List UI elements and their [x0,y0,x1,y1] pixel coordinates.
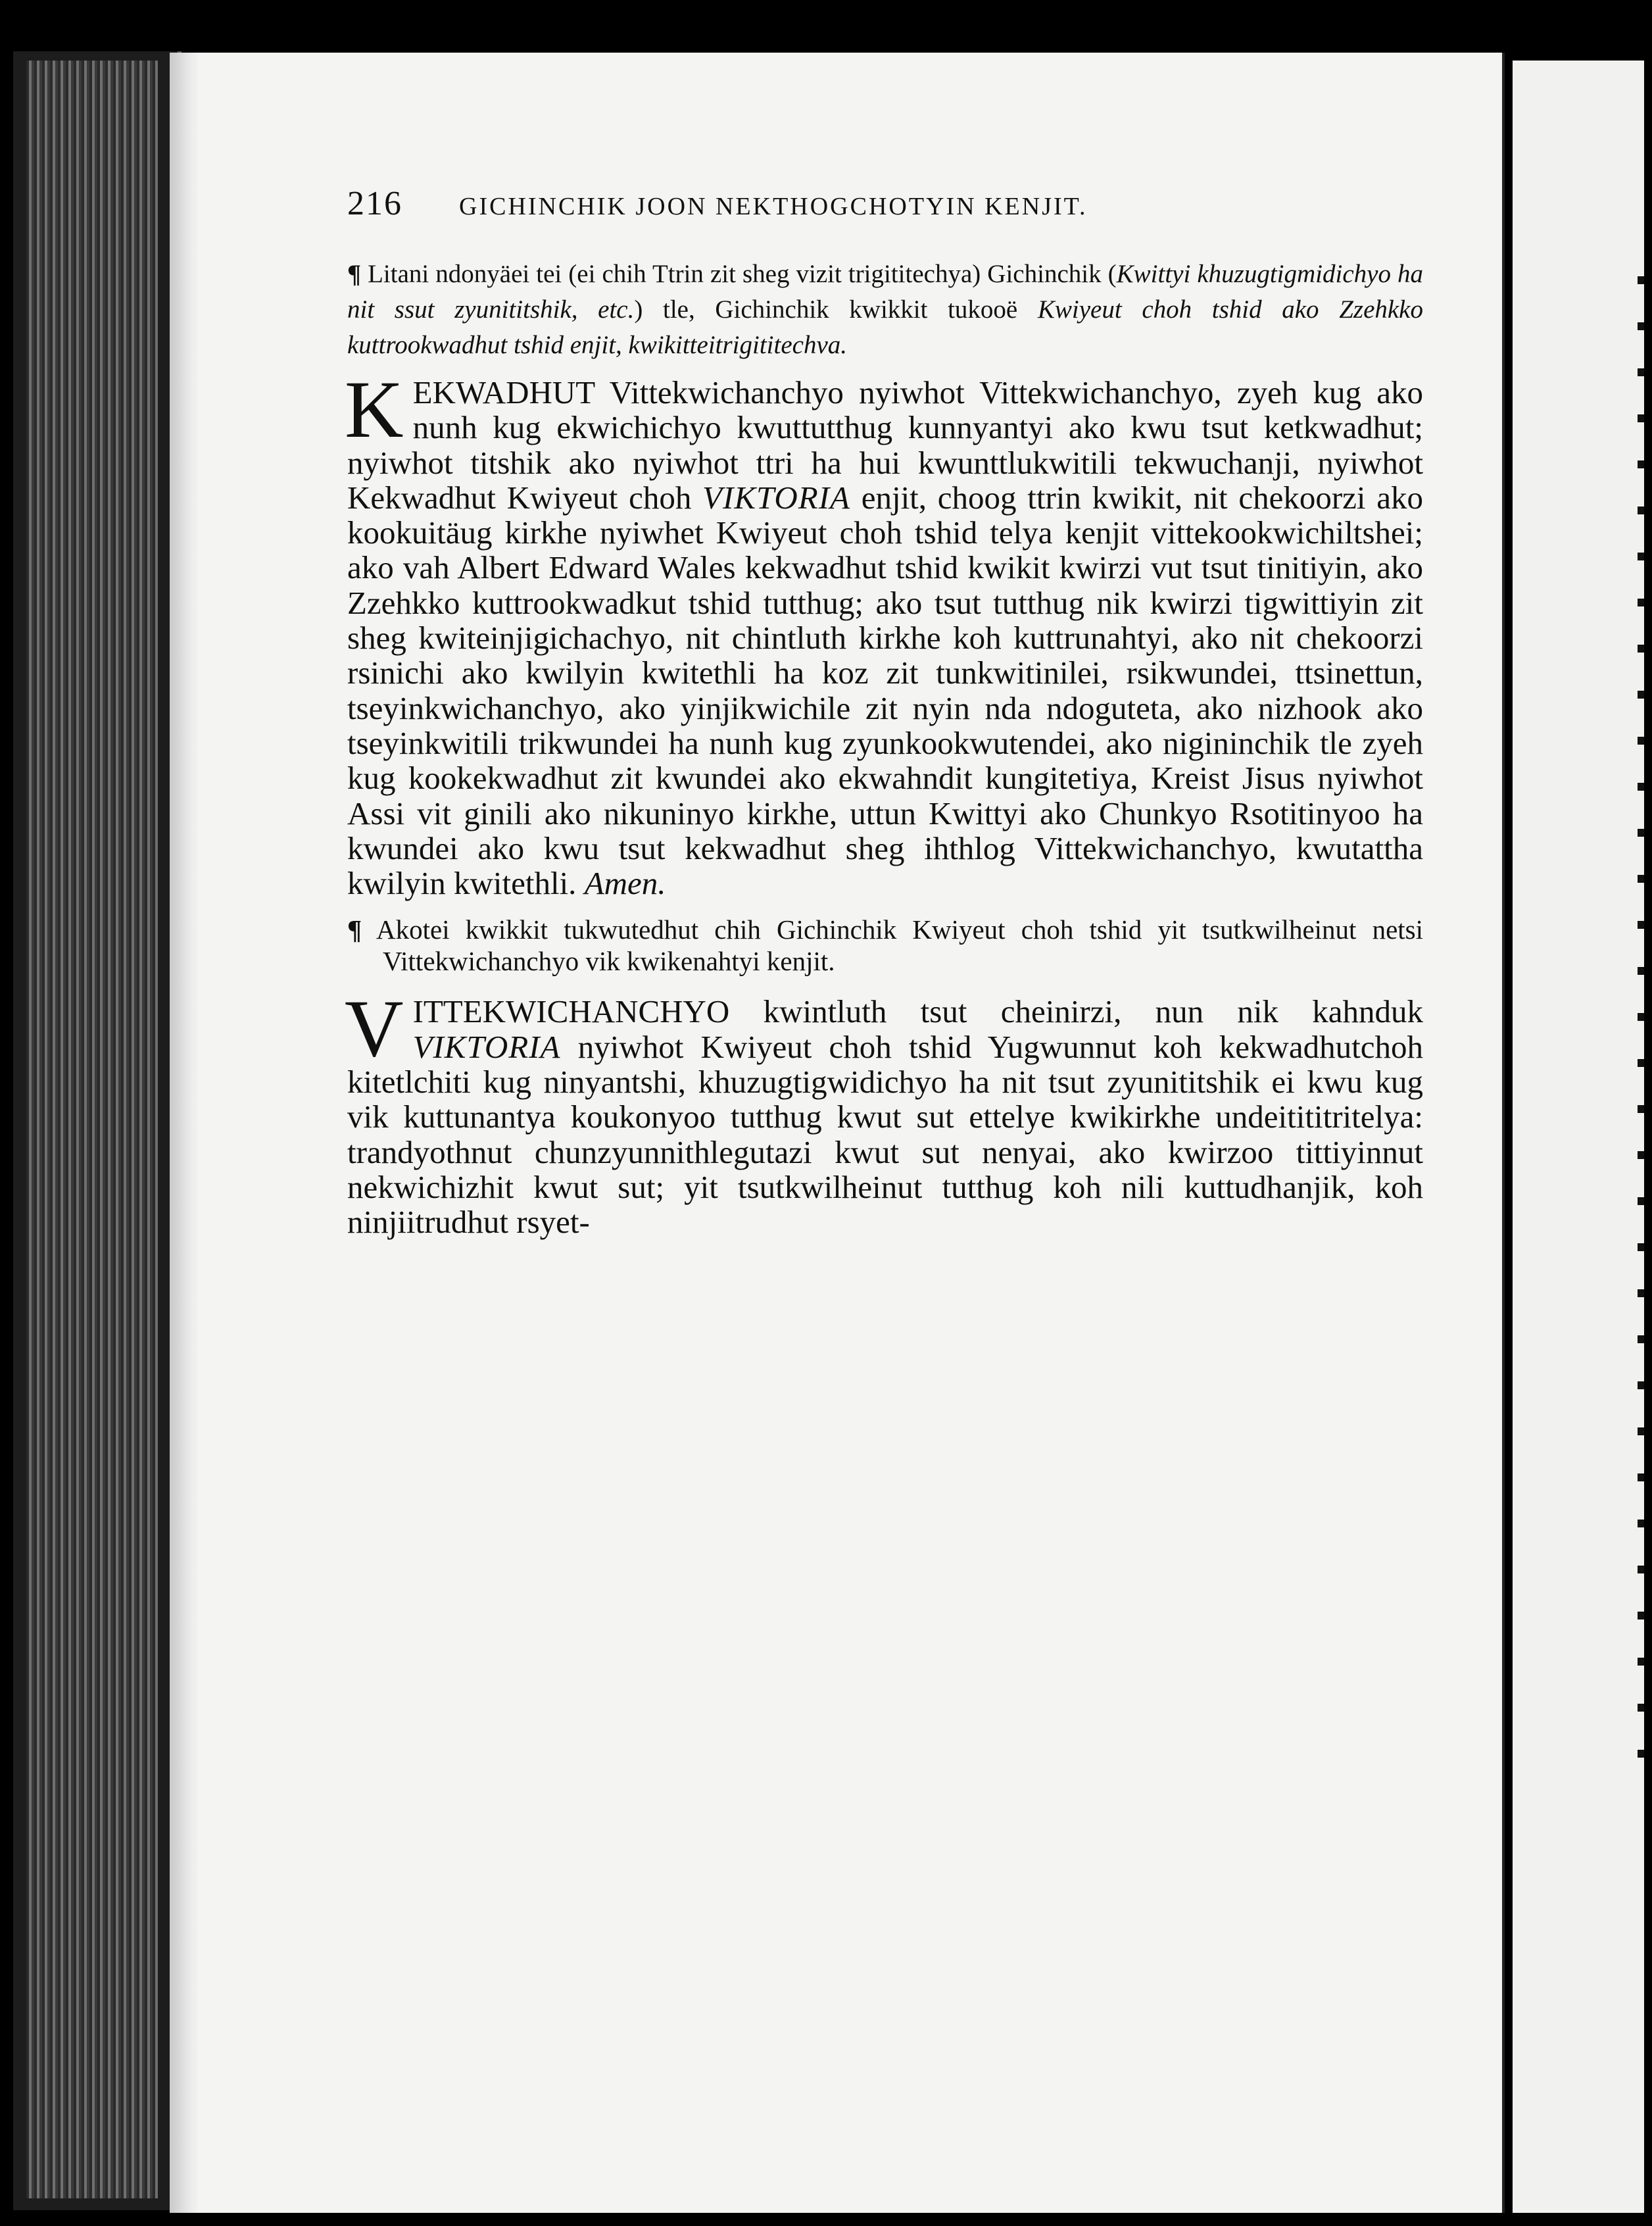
amen: Amen. [584,865,666,902]
prayer-text: enjit, choog ttrin kwikit, nit chekoorzi ako kookuitäug kirkhe nyiwhet Kwiyeut choh tshid telya kenjit vittekookwichiltshei; ako vah Albert Edward Wales kekwadhut tshid kwikit kwirzi vut tsut tinitiyin, ako Zzehkko kuttrookwadkut tshid tutthug; ako tsut tutthug nik kwirzi tigwittiyin zit sheg kwiteinjigichachyo, nit chintluth kirkhe koh kuttrunahtyi, ako nit chekoorzi rsinichi ako kwilyin kwitethli ha koz zit tunkwitinilei, rsikwundei, ttsinettun, tseyinkwichanchyo, ako yinjikwichile zit nyin nda ndoguteta, ako nizhook ako tseyinkwitili trikwundei ha nunh kug zyunkookwutendei, ako nigininchik tle zyeh kug kookekwadhut zit kwundei ako ekwahndit kungitetiya, Kreist Jisus nyiwhot Assi vit ginili ako nikuninyo kirkhe, uttun Kwittyi ako Chunkyo Rsotitinyoo ha kwundei ako kwu tsut kekwadhut sheg ihthlog Vittekwichanchyo, kwutattha kwilyin kwitethli. [347,479,1423,902]
pilcrow-mark: ¶ [347,260,362,288]
page-content [347,184,1423,1253]
sovereign-name: VIKTORIA [702,479,850,516]
facing-page-edge [1513,61,1644,2213]
rubric-italic: Kwiyeut choh tshid ako Zzehkko kuttrookwadhut tshid enjit, kwikitteitrigititechva. [347,295,1423,359]
rubric-italic: Kwittyi khuzugtigmidichyo ha nit ssut zyunititshik, etc. [347,260,1424,324]
prayer-paragraph [345,364,1423,902]
drop-cap: V [345,983,404,1074]
page-number: 216 [347,185,402,222]
prayer-text: nyiwhot Kwiyeut choh tshid Yugwunnut koh kekwadhutchoh kitetlchiti kug ninyantshi, khuzugtigwidichyo ha nit tsut zyunititshik ei kwu kug vik kuttunantya koukonyoo tutthug kwut sut ettelye kwikirkhe undeitititritelya: trandyothnut chunzyunnithlegutazi kwut sut nenyai, ako kwirzoo tittiyinnut nekwichizhit kwut sut; yit tsutkwilheinut tutthug koh nili kuttudhanjik, koh ninjiitrudhut rsyet- [347,1028,1423,1241]
prayer-paragraph [345,983,1423,1241]
rubric-instruction [347,257,1423,363]
running-title: GICHINCHIK JOON NEKTHOGCHOTYIN KENJIT. [459,193,1088,220]
running-head [347,184,1423,257]
facing-page-text-fragments [1638,276,1644,1789]
page-edges [26,61,158,2198]
rubric-text: Litani ndonyäei tei (ei chih Ttrin zit sheg vizit trigititechya) Gichinchik ( [368,260,1117,288]
rubric-text: ) tle, Gichinchik kwikkit tukooë [634,295,1038,324]
prayer-text: EKWADHUT Vittekwichanchyo nyiwhot Vittekwichanchyo, zyeh kug ako nunh kug ekwichichyo kwuttutthug kunnyantyi ako kwu tsut ketkwadhut; nyiwhot titshik ako nyiwhot ttri ha hui kwunttlukwitili tekwuchanji, nyiwhot Kekwadhut Kwiyeut choh [347,374,1423,516]
prayer-text: ITTEKWICHANCHYO kwintluth tsut cheinirzi, nun nik kahnduk [412,993,1423,1030]
pilcrow-mark: ¶ [347,914,362,945]
book-page [197,53,1505,2213]
rubric-instruction [347,914,1423,977]
sovereign-name: VIKTORIA [412,1028,561,1065]
rubric-text: Akotei kwikkit tukwutedhut chih Gichinchik Kwiyeut choh tshid yit tsutkwilheinut netsi Vittekwichanchyo vik kwikenahtyi kenjit. [376,914,1424,977]
drop-cap: K [345,364,404,455]
